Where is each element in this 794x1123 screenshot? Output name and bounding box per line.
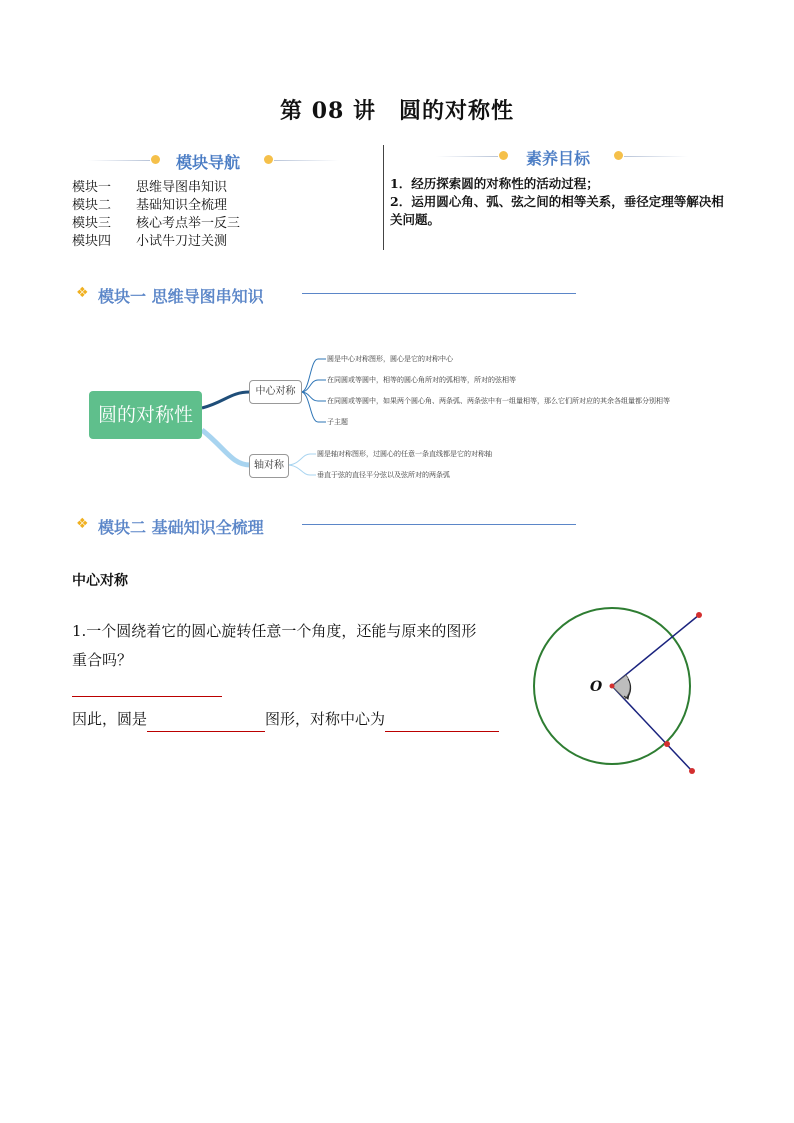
- nav-dot-left: [151, 155, 160, 164]
- section2-rule: [302, 524, 576, 525]
- goals-dot-left: [499, 151, 508, 160]
- question-line-3: [72, 706, 499, 732]
- answer-blank-2[interactable]: [147, 711, 265, 732]
- mindmap-root: 圆的对称性: [89, 391, 202, 439]
- goal-item-1: 1．经历探索圆的对称性的活动过程；: [390, 176, 599, 191]
- nav-item-key: 模块一: [72, 180, 112, 195]
- nav-item-label: 思维导图串知识: [136, 180, 228, 195]
- nav-item-4: [72, 233, 227, 251]
- nav-item-key: 模块三: [72, 216, 112, 231]
- page-title: 第 08 讲 圆的对称性: [280, 98, 514, 124]
- goal-item-2: 2．运用圆心角、弧、弦之间的相等关系，垂径定理等解决相关问题。: [390, 194, 724, 227]
- nav-item-key: 模块四: [72, 234, 112, 249]
- nav-item-label: 核心考点举一反三: [136, 216, 241, 231]
- nav-item-1: [72, 179, 227, 197]
- mindmap-leaf: 子主题: [327, 418, 348, 426]
- section1-diamond-icon: ❖: [76, 285, 89, 301]
- nav-item-label: 小试牛刀过关测: [136, 234, 228, 249]
- question-line-3a: 因此，圆是: [72, 710, 148, 728]
- mindmap-leaf: 垂直于弦的直径平分弦以及弦所对的两条弧: [317, 471, 450, 479]
- center-label: O: [590, 679, 603, 695]
- question-line-2: 重合吗？: [72, 651, 133, 669]
- mindmap-leaf: 圆是轴对称图形，过圆心的任意一条直线都是它的对称轴: [317, 450, 492, 458]
- answer-blank-1[interactable]: [72, 696, 222, 697]
- question-line-3b: 图形，对称中心为: [265, 710, 386, 728]
- nav-item-key: 模块二: [72, 198, 112, 213]
- section2-diamond-icon: ❖: [76, 516, 89, 532]
- section1-rule: [302, 293, 576, 294]
- goals-deco-line-left: [436, 156, 498, 157]
- nav-deco-line-left: [88, 160, 150, 161]
- vertical-divider: [383, 145, 384, 250]
- section1-title: 模块一 思维导图串知识: [98, 287, 264, 306]
- mindmap-leaf: 在同圆或等圆中，相等的圆心角所对的弧相等，所对的弦相等: [327, 376, 516, 384]
- nav-item-2: [72, 197, 227, 215]
- answer-blank-3[interactable]: [385, 711, 499, 732]
- nav-heading: 模块导航: [176, 153, 241, 172]
- section2-title: 模块二 基础知识全梳理: [98, 518, 264, 537]
- circle-rotation-figure: [528, 600, 728, 780]
- mindmap-branch-central: 中心对称: [249, 380, 302, 404]
- subheading-central-symmetry: 中心对称: [72, 573, 128, 589]
- nav-item-label: 基础知识全梳理: [136, 198, 228, 213]
- mindmap-branch-axial: 轴对称: [249, 454, 289, 478]
- mindmap-leaf: 圆是中心对称图形，圆心是它的对称中心: [327, 355, 453, 363]
- mindmap-leaf: 在同圆或等圆中，如果两个圆心角、两条弧、两条弦中有一组量相等，那么它们所对应的其余各组量都分别相等: [327, 397, 670, 405]
- goals-heading: 素养目标: [526, 149, 591, 168]
- goals-dot-right: [614, 151, 623, 160]
- nav-dot-right: [264, 155, 273, 164]
- nav-item-3: [72, 215, 240, 233]
- nav-deco-line-right: [274, 160, 339, 161]
- question-line-1: 1.一个圆绕着它的圆心旋转任意一个角度，还能与原来的图形: [72, 622, 477, 640]
- goals-deco-line-right: [624, 156, 688, 157]
